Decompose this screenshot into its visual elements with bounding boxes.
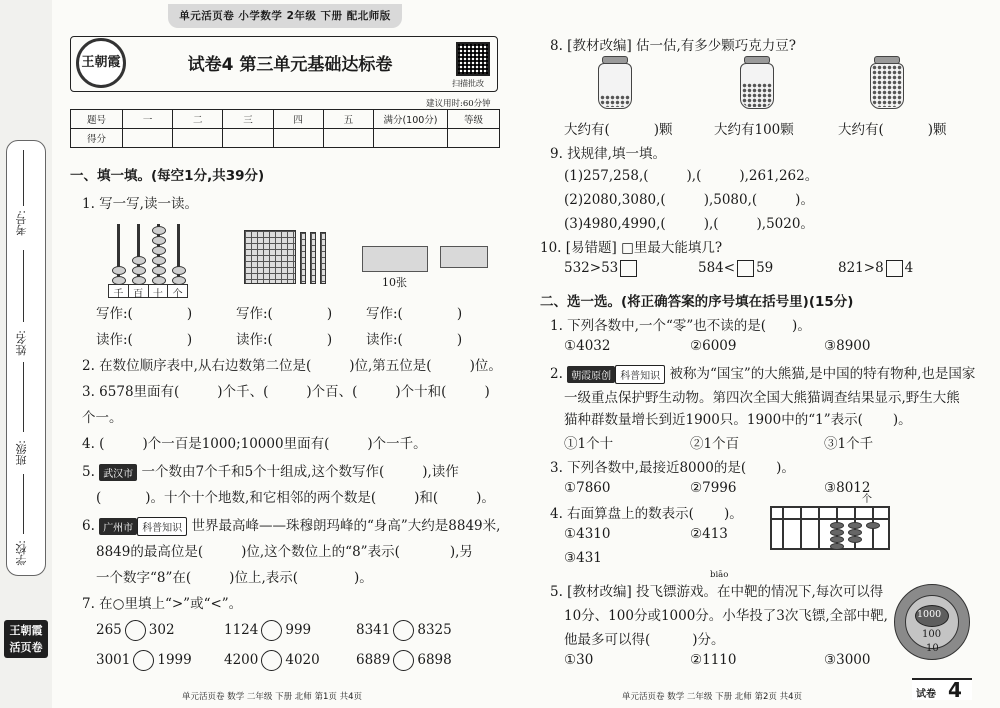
s2-q3-opt[interactable]: ③8012: [824, 480, 871, 496]
q6-text-cont: 8849的最高位是( )位,这个数位上的“8”表示( ),另: [96, 544, 473, 560]
s2-q1-opt[interactable]: ③8900: [824, 338, 871, 354]
score-cell[interactable]: [323, 129, 373, 148]
s2-q1-opt[interactable]: ②6009: [690, 338, 737, 354]
hundred-flat-image: [300, 232, 306, 284]
qr-label: 扫描批改: [452, 79, 484, 88]
time-note: 建议用时:60分钟: [426, 99, 491, 109]
q3-text-cont: 个一。: [82, 410, 123, 426]
target-ring-label: 1000: [917, 609, 942, 620]
page-number: 4: [948, 678, 962, 702]
q8-answer-a: 大约有( )颗: [564, 122, 673, 138]
q9-2: (2)2080,3080,( ),5080,( )。: [564, 192, 814, 208]
score-cell[interactable]: [448, 129, 500, 148]
q5-text-cont: ( )。十个十个地数,和它相邻的两个数是( )和( )。: [96, 490, 495, 506]
score-col: 一: [123, 110, 173, 129]
q1-text: 1. 写一写,读一读。: [82, 196, 198, 212]
counting-abacus: [108, 218, 192, 298]
footer-right: 单元活页卷 数学 二年级 下册 北师 第2页 共4页: [622, 692, 803, 702]
q6-text-cont2: 一个数字“8”在( )位上,表示( )。: [96, 570, 373, 586]
s2-q4-opt[interactable]: ②413: [690, 526, 728, 542]
s2-q2-opt[interactable]: ①1个十: [564, 436, 614, 452]
q5-text: 5. 武汉市 一个数由7个千和5个十组成,这个数写作( ),读作: [82, 464, 459, 480]
jar-image-hundred: [740, 63, 774, 109]
ones-label: 个: [862, 494, 872, 505]
place-label: 千: [109, 285, 129, 297]
s2-q1-opt[interactable]: ①4032: [564, 338, 611, 354]
top-banner: 单元活页卷 小学数学 2年级 下册 配北师版: [168, 4, 402, 28]
digit-box[interactable]: [620, 260, 637, 277]
s2-q5-opt[interactable]: ③3000: [824, 652, 871, 668]
jar-image-many: [870, 63, 904, 109]
score-col: 四: [273, 110, 323, 129]
s2-q2-cont2: 猫种群数量增长到近1900只。1900中的“1”表示( )。: [564, 412, 912, 428]
write-answer-1: 写作:( ): [96, 306, 193, 322]
target-ring-label: 100: [922, 629, 942, 640]
s2-q3-opt[interactable]: ②7996: [690, 480, 737, 496]
score-col: 三: [223, 110, 273, 129]
number-line: [23, 150, 24, 206]
compare-item: 3001 1999: [96, 650, 192, 671]
compare-circle[interactable]: [261, 650, 282, 671]
money-count-label: 10张: [382, 276, 407, 289]
q4-text: 4. ( )个一百是1000;10000里面有( )个一千。: [82, 436, 427, 452]
target-ring-label: 10: [926, 643, 939, 654]
hundred-flat-image: [310, 232, 316, 284]
score-col: 满分(100分): [374, 110, 448, 129]
q3-text: 3. 6578里面有( )个千、( )个百、( )个十和( ): [82, 384, 490, 400]
class-label: 班级:: [15, 440, 28, 466]
brand-logo: 王朝霞: [76, 38, 126, 88]
s2-q4-opt[interactable]: ③431: [564, 550, 602, 566]
class-line: [23, 362, 24, 432]
section2-title: 二、选一选。(将正确答案的序号填在括号里)(15分): [540, 294, 854, 310]
region-tag: 广州市: [99, 518, 137, 535]
digit-box[interactable]: [737, 260, 754, 277]
score-col: 二: [173, 110, 223, 129]
q2-text: 2. 在数位顺序表中,从右边数第二位是( )位,第五位是( )位。: [82, 358, 502, 374]
score-table-header: [71, 110, 500, 129]
place-label: 十: [149, 285, 169, 297]
score-col: 题号: [71, 110, 123, 129]
digit-box[interactable]: [886, 260, 903, 277]
place-label: 百: [129, 285, 149, 297]
compare-circle[interactable]: [393, 620, 414, 641]
banknote-image: [440, 246, 488, 268]
s2-q5: 5. [教材改编] 投飞镖游戏。在中靶的情况下,每次可以得: [550, 584, 884, 600]
s2-q5-opt[interactable]: ①30: [564, 652, 594, 668]
q8-text: 8. [教材改编] 估一估,有多少颗巧克力豆?: [550, 38, 797, 54]
s2-q3: 3. 下列各数中,最接近8000的是( )。: [550, 460, 795, 476]
q8-answer-b: 大约有100颗: [714, 122, 794, 138]
q9-text: 9. 找规律,填一填。: [550, 146, 666, 162]
read-answer-3: 读作:( ): [366, 332, 463, 348]
s2-q2: 2. 朝霞原创 科普知识 被称为“国宝”的大熊猫,是中国的特有物种,也是国家: [550, 366, 976, 382]
number-label: 考号:: [15, 210, 28, 236]
brand-logo-bottom: 王朝霞 活页卷: [4, 620, 48, 658]
q7-text: 7. 在○里填上“>”或“<”。: [82, 596, 243, 612]
school-label: 学校:: [15, 540, 28, 566]
score-col: 五: [323, 110, 373, 129]
s2-q2-opt[interactable]: ②1个百: [690, 436, 740, 452]
hundred-flat-image: [320, 232, 326, 284]
s2-q2-opt[interactable]: ③1个千: [824, 436, 874, 452]
q10-text: 10. [易错题] □里最大能填几?: [540, 240, 723, 256]
place-label: 个: [172, 289, 183, 300]
q10-b: 584< 59: [698, 260, 774, 276]
banknote-image: [362, 246, 428, 272]
score-cell[interactable]: [374, 129, 448, 148]
original-tag: 朝霞原创: [567, 366, 615, 383]
page-label: 试卷: [916, 689, 936, 700]
suanpan-abacus: [770, 494, 890, 554]
s2-q4-opt[interactable]: ①4310: [564, 526, 611, 542]
compare-circle[interactable]: [393, 650, 414, 671]
q10-c: 821>8 4: [838, 260, 914, 276]
read-answer-2: 读作:( ): [236, 332, 333, 348]
q9-3: (3)4980,4990,( ),( ),5020。: [564, 216, 814, 232]
q10-a: 532>53: [564, 260, 639, 277]
write-answer-2: 写作:( ): [236, 306, 333, 322]
s2-q5-opt[interactable]: ②1110: [690, 652, 737, 668]
name-label: 姓名:: [15, 330, 28, 356]
s2-q4: 4. 右面算盘上的数表示( )。: [550, 506, 743, 522]
score-table: [70, 109, 500, 148]
score-table-row: [71, 129, 500, 148]
compare-item: 8341 8325: [356, 620, 452, 641]
compare-item: 1124 999: [224, 620, 311, 641]
compare-item: 6889 6898: [356, 650, 452, 671]
science-tag: 科普知识: [615, 365, 665, 384]
s2-q2-cont: 一级重点保护野生动物。第四次全国大熊猫调查结果显示,野生大熊: [564, 390, 960, 406]
s2-q3-opt[interactable]: ①7860: [564, 480, 611, 496]
score-cell[interactable]: [173, 129, 223, 148]
jar-image-few: [598, 63, 632, 109]
score-row-label: 得分: [71, 129, 123, 148]
thousand-cube-image: [244, 230, 296, 284]
score-cell[interactable]: [223, 129, 273, 148]
paper-title: 试卷4 第三单元基础达标卷: [187, 55, 393, 75]
footer-left: 单元活页卷 数学 二年级 下册 北师 第1页 共4页: [182, 692, 363, 702]
q9-1: (1)257,258,( ),( ),261,262。: [564, 168, 819, 184]
school-line: [23, 474, 24, 534]
section1-title: 一、填一填。(每空1分,共39分): [70, 168, 265, 184]
score-col: 等级: [448, 110, 500, 129]
dart-target: [894, 584, 970, 660]
score-cell[interactable]: [273, 129, 323, 148]
name-line: [23, 250, 24, 322]
q6-text: 6. 广州市 科普知识 世界最高峰——珠穆朗玛峰的“身高”大约是8849米,: [82, 518, 501, 534]
write-answer-3: 写作:( ): [366, 306, 463, 322]
compare-circle[interactable]: [125, 620, 146, 641]
compare-circle[interactable]: [261, 620, 282, 641]
pinyin-hint: biāo: [710, 570, 729, 580]
region-tag: 武汉市: [99, 464, 137, 481]
s2-q5-cont: 10分、100分或1000分。小华投了3次飞镖,全部中靶,: [564, 608, 888, 624]
science-tag: 科普知识: [137, 517, 187, 536]
student-info-card: [6, 140, 46, 576]
s2-q5-cont2: 他最多可以得( )分。: [564, 632, 725, 648]
page-tab: [912, 678, 972, 700]
compare-circle[interactable]: [133, 650, 154, 671]
read-answer-1: 读作:( ): [96, 332, 193, 348]
score-cell[interactable]: [123, 129, 173, 148]
qr-code-icon[interactable]: [456, 42, 490, 76]
compare-item: 4200 4020: [224, 650, 320, 671]
s2-q1: 1. 下列各数中,一个“零”也不读的是( )。: [550, 318, 811, 334]
q8-answer-c: 大约有( )颗: [838, 122, 947, 138]
compare-item: 265 302: [96, 620, 175, 641]
